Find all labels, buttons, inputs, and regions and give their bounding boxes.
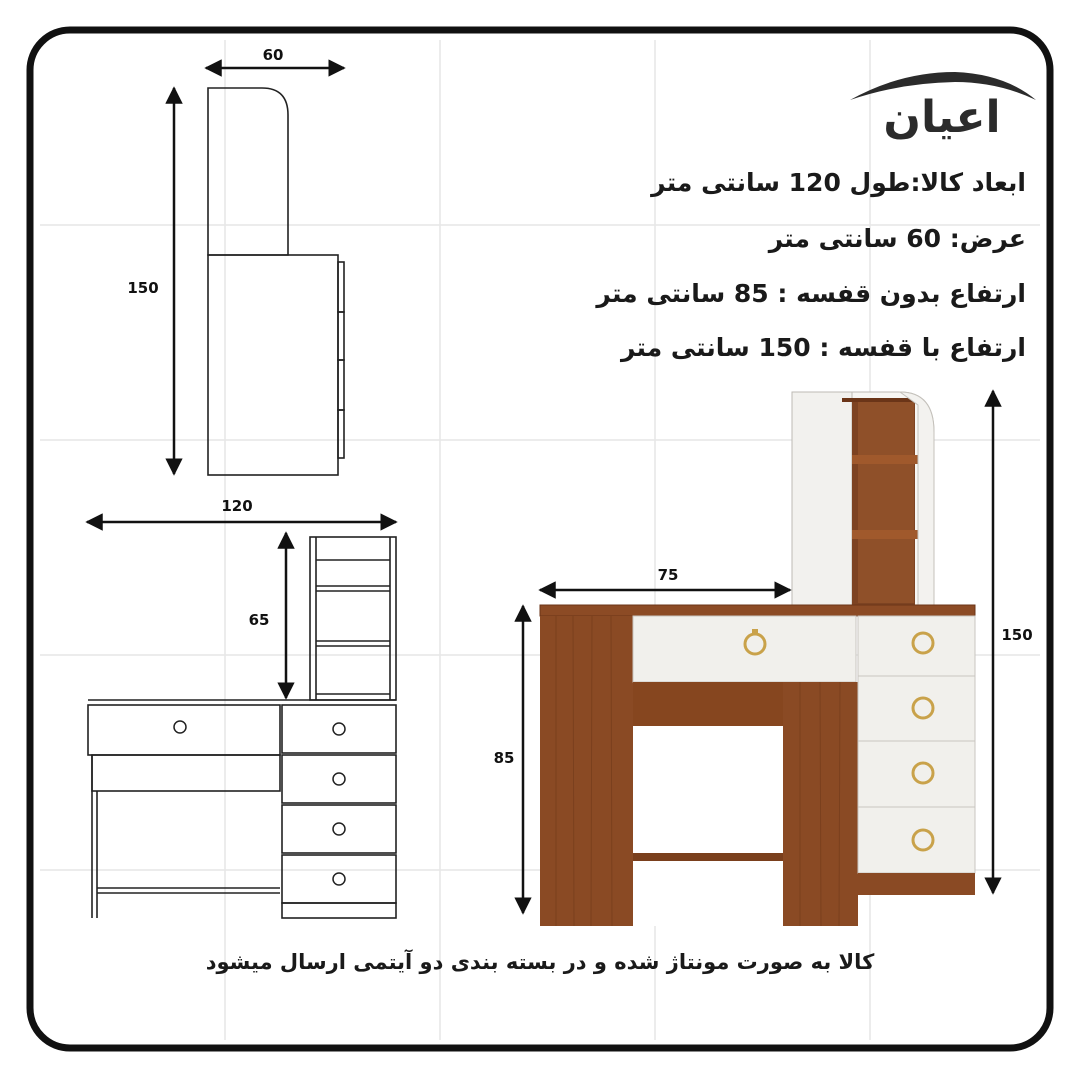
front-width-label: 120 [221, 497, 253, 515]
handle-icon [174, 721, 186, 733]
handle-icon [333, 823, 345, 835]
side-height-label: 150 [127, 279, 159, 297]
handle-icon [333, 873, 345, 885]
photo-desk-width-label: 75 [657, 566, 679, 584]
spec-width: عرض: 60 سانتی متر [768, 224, 1026, 253]
shipping-note: کالا به صورت مونتاژ شده و در بسته بندی دو آیتمی ارسال میشود [205, 950, 875, 974]
photo-desk-height-label: 85 [493, 749, 515, 767]
handle-icon [333, 773, 345, 785]
side-width-label: 60 [262, 46, 284, 64]
spec-height-with-shelf: ارتفاع با قفسه : 150 سانتی متر [620, 333, 1026, 362]
spec-height-without-shelf: ارتفاع بدون قفسه : 85 سانتی متر [596, 279, 1026, 308]
shelf-height-label: 65 [248, 611, 270, 629]
handle-icon [333, 723, 345, 735]
brand-logo: اعیان [883, 92, 1001, 143]
photo-total-height-label: 150 [1001, 626, 1033, 644]
spec-length: ابعاد کالا:طول 120 سانتی متر [651, 168, 1026, 197]
